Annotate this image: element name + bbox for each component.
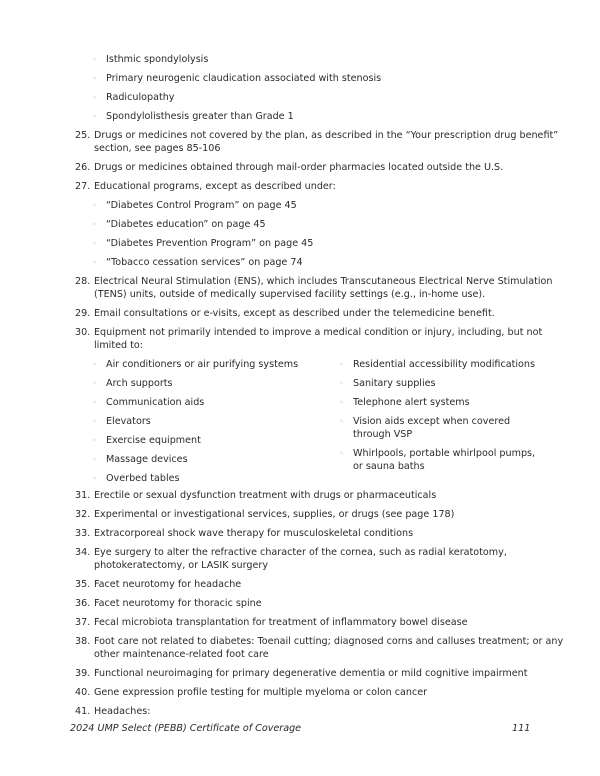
sub-item: Air conditioners or air purifying systems: [106, 359, 299, 370]
item-number: 27.: [75, 181, 91, 192]
item-text-cont: (TENS) units, outside of medically supervised facility settings (e.g., in-home use).: [94, 289, 486, 300]
bullet-icon: ◦: [92, 220, 97, 229]
item-text: Facet neurotomy for headache: [94, 579, 242, 590]
bullet-icon: ◦: [92, 379, 97, 388]
bullet-icon: ◦: [339, 417, 344, 426]
item-text-cont: photokeratectomy, or LASIK surgery: [94, 560, 269, 571]
bullet-icon: ◦: [92, 112, 97, 121]
item-text: Gene expression profile testing for multiple myeloma or colon cancer: [94, 687, 428, 698]
sub-item: Isthmic spondylolysis: [106, 54, 209, 65]
item-number: 28.: [75, 276, 91, 287]
sub-item: Exercise equipment: [106, 435, 201, 446]
sub-item: “Diabetes Control Program” on page 45: [106, 200, 297, 211]
bullet-icon: ◦: [92, 398, 97, 407]
item-number: 25.: [75, 130, 91, 141]
item-text: Educational programs, except as described under:: [94, 181, 336, 192]
item-number: 35.: [75, 579, 91, 590]
bullet-icon: ◦: [92, 201, 97, 210]
item-text: Drugs or medicines obtained through mail-order pharmacies located outside the U.S.: [94, 162, 504, 173]
item-text: Extracorporeal shock wave therapy for musculoskeletal conditions: [94, 528, 414, 539]
item-number: 41.: [75, 706, 91, 717]
page-number: 111: [512, 723, 531, 734]
item-text: Foot care not related to diabetes: Toenail cutting; diagnosed corns and calluses treatment; or any: [94, 636, 564, 647]
item-text: Facet neurotomy for thoracic spine: [94, 598, 262, 609]
sub-item: Radiculopathy: [106, 92, 175, 103]
sub-item: Spondylolisthesis greater than Grade 1: [106, 111, 294, 122]
item-number: 34.: [75, 547, 91, 558]
item-text: Headaches:: [94, 706, 151, 717]
sub-item: Massage devices: [106, 454, 188, 465]
item-number: 32.: [75, 509, 91, 520]
sub-item: “Tobacco cessation services” on page 74: [106, 257, 303, 268]
item-text: Email consultations or e-visits, except as described under the telemedicine benefit.: [94, 308, 495, 319]
item-number: 29.: [75, 308, 91, 319]
item-number: 36.: [75, 598, 91, 609]
sub-item: Overbed tables: [106, 473, 180, 484]
item-number: 33.: [75, 528, 91, 539]
bullet-icon: ◦: [339, 449, 344, 458]
item-text: Equipment not primarily intended to improve a medical condition or injury, including, but not: [94, 327, 543, 338]
sub-item: Communication aids: [106, 397, 205, 408]
bullet-icon: ◦: [339, 360, 344, 369]
sub-item: “Diabetes education” on page 45: [106, 219, 266, 230]
bullet-icon: ◦: [92, 474, 97, 483]
item-number: 39.: [75, 668, 91, 679]
bullet-icon: ◦: [92, 455, 97, 464]
sub-item: “Diabetes Prevention Program” on page 45: [106, 238, 314, 249]
bullet-icon: ◦: [92, 417, 97, 426]
bullet-icon: ◦: [92, 74, 97, 83]
item-number: 30.: [75, 327, 91, 338]
footer-title: 2024 UMP Select (PEBB) Certificate of Coverage: [70, 723, 302, 734]
bullet-icon: ◦: [92, 239, 97, 248]
sub-item-cont: through VSP: [353, 429, 413, 440]
sub-item: Residential accessibility modifications: [353, 359, 536, 370]
sub-item: Telephone alert systems: [353, 397, 470, 408]
sub-item: Sanitary supplies: [353, 378, 436, 389]
item-text-cont: limited to:: [94, 340, 144, 351]
sub-item: Vision aids except when covered: [353, 416, 511, 427]
item-text-cont: section, see pages 85-106: [94, 143, 221, 154]
item-text: Electrical Neural Stimulation (ENS), which includes Transcutaneous Electrical Nerve Stimulation: [94, 276, 553, 287]
bullet-icon: ◦: [92, 55, 97, 64]
bullet-icon: ◦: [92, 436, 97, 445]
item-number: 26.: [75, 162, 91, 173]
sub-item: Arch supports: [106, 378, 173, 389]
bullet-icon: ◦: [339, 379, 344, 388]
item-number: 31.: [75, 490, 91, 501]
item-text-cont: other maintenance-related foot care: [94, 649, 269, 660]
sub-item: Elevators: [106, 416, 151, 427]
sub-item: Primary neurogenic claudication associated with stenosis: [106, 73, 382, 84]
item-text: Drugs or medicines not covered by the plan, as described in the “Your prescription drug benefit”: [94, 130, 559, 141]
bullet-icon: ◦: [92, 258, 97, 267]
bullet-icon: ◦: [339, 398, 344, 407]
bullet-icon: ◦: [92, 93, 97, 102]
bullet-icon: ◦: [92, 360, 97, 369]
sub-item-cont: or sauna baths: [353, 461, 425, 472]
item-text: Fecal microbiota transplantation for treatment of inflammatory bowel disease: [94, 617, 468, 628]
item-text: Erectile or sexual dysfunction treatment with drugs or pharmaceuticals: [94, 490, 437, 501]
item-number: 37.: [75, 617, 91, 628]
item-number: 38.: [75, 636, 91, 647]
item-text: Eye surgery to alter the refractive character of the cornea, such as radial keratotomy,: [94, 547, 507, 558]
sub-item: Whirlpools, portable whirlpool pumps,: [353, 448, 536, 459]
item-number: 40.: [75, 687, 91, 698]
item-text: Functional neuroimaging for primary degenerative dementia or mild cognitive impairment: [94, 668, 528, 679]
item-text: Experimental or investigational services, supplies, or drugs (see page 178): [94, 509, 455, 520]
